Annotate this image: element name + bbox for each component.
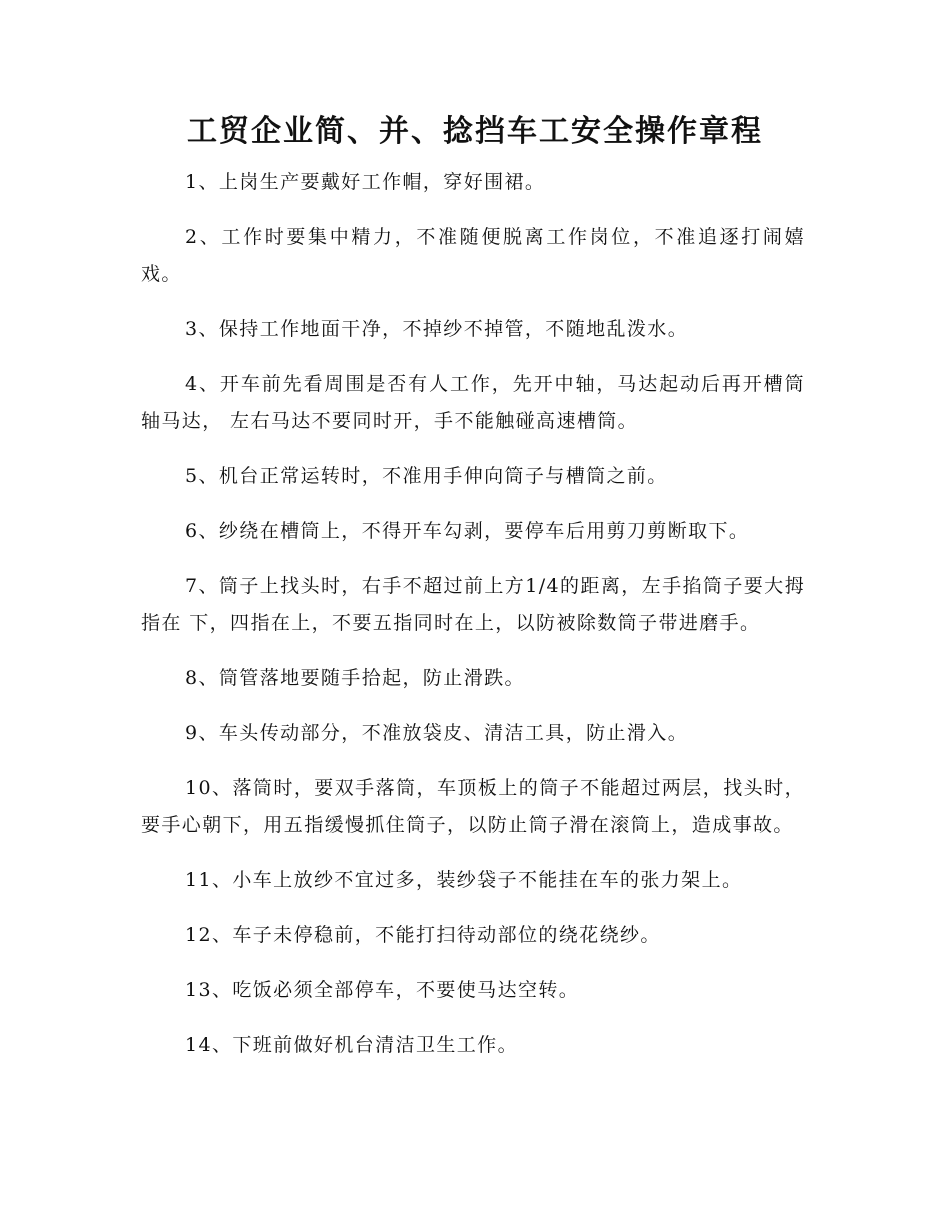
- rule-item-12: 12、车子未停稳前，不能打扫待动部位的绕花绕纱。: [185, 924, 661, 946]
- rule-item-3: 3、保持工作地面干净，不掉纱不掉管，不随地乱泼水。: [185, 318, 689, 340]
- document-body: [141, 164, 805, 1082]
- rule-item-7: 7、筒子上找头时，右手不超过前上方1/4的距离，左手掐筒子要大拇指在 下，四指在上，不要五指同时在上，以防被除数筒子带进磨手。: [141, 575, 805, 634]
- rule-item-8: 8、筒管落地要随手拾起，防止滑跌。: [185, 667, 525, 689]
- rule-item-1: 1、上岗生产要戴好工作帽，穿好围裙。: [185, 171, 546, 193]
- rule-item-13: 13、吃饭必须全部停车，不要使马达空转。: [185, 979, 580, 1001]
- rule-item-14: 14、下班前做好机台清洁卫生工作。: [185, 1034, 518, 1056]
- rule-item-6: 6、纱绕在槽筒上，不得开车勾剥，要停车后用剪刀剪断取下。: [185, 520, 750, 542]
- rule-item-11: 11、小车上放纱不宜过多，装纱袋子不能挂在车的张力架上。: [185, 869, 743, 891]
- rule-item-9: 9、车头传动部分，不准放袋皮、清洁工具，防止滑入。: [185, 722, 689, 744]
- rule-item-2: 2、工作时要集中精力，不准随便脱离工作岗位，不准追逐打闹嬉戏。: [141, 226, 805, 285]
- document-title: 工贸企业简、并、捻挡车工安全操作章程: [187, 114, 763, 149]
- rule-item-5: 5、机台正常运转时，不准用手伸向筒子与槽筒之前。: [185, 465, 668, 487]
- rule-item-4: 4、开车前先看周围是否有人工作，先开中轴，马达起动后再开槽筒轴马达， 左右马达不要同时开，手不能触碰高速槽筒。: [141, 373, 805, 432]
- rule-item-10: 10、落筒时，要双手落筒，车顶板上的筒子不能超过两层，找头时，要手心朝下，用五指缓慢抓住筒子，以防止筒子滑在滚筒上，造成事故。: [141, 777, 805, 836]
